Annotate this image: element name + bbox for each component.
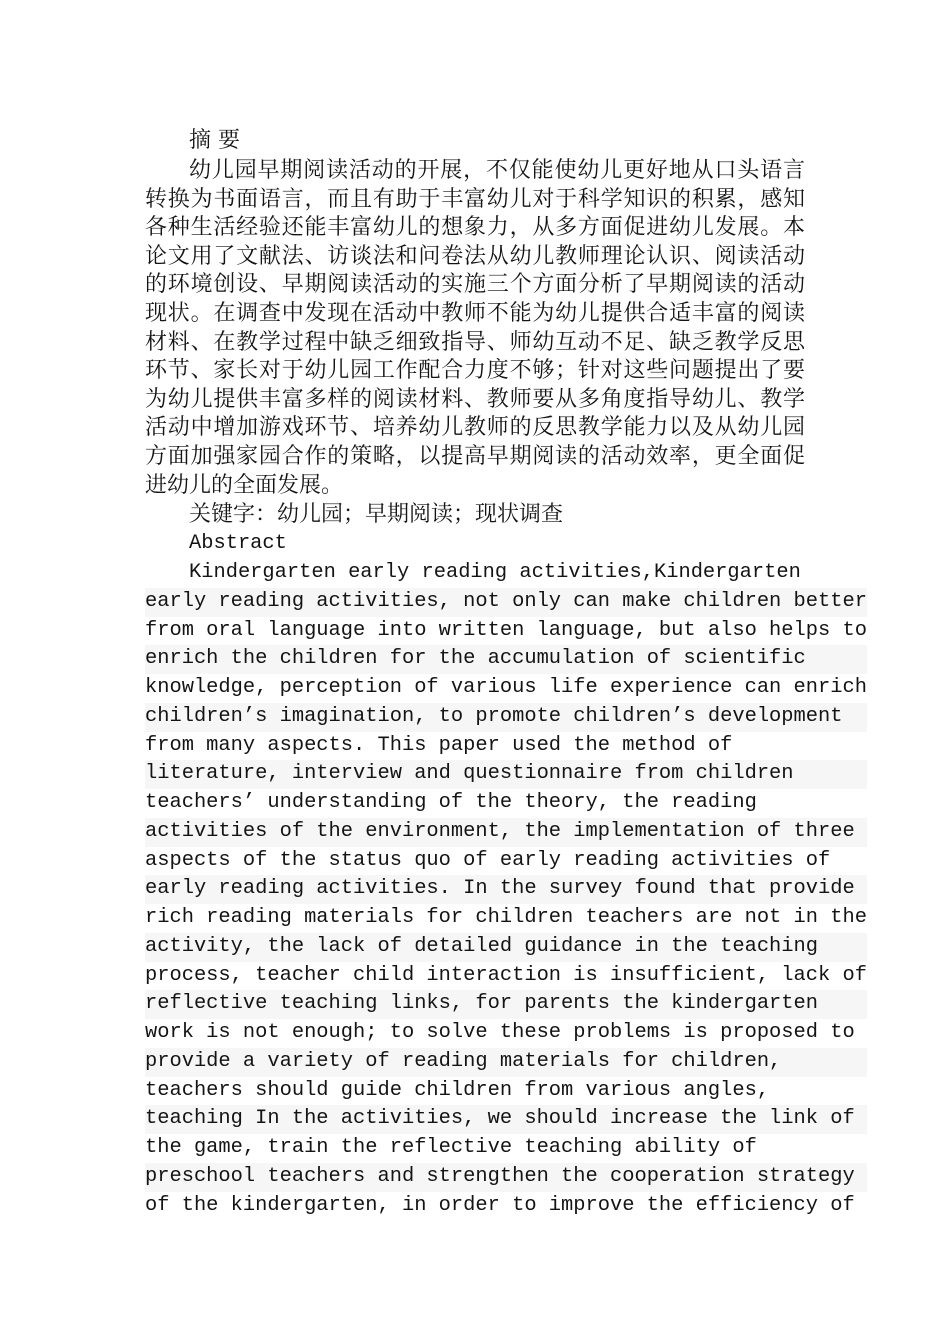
abstract-cn-line: 现状。在调查中发现在活动中教师不能为幼儿提供合适丰富的阅读 <box>145 300 805 326</box>
abstract-en-line: activities of the environment, the implementation of three <box>145 818 867 847</box>
abstract-en-line: preschool teachers and strengthen the cooperation strategy <box>145 1163 867 1192</box>
abstract-en-line: teaching In the activities, we should increase the link of <box>145 1105 867 1134</box>
abstract-en-line: of the kindergarten, in order to improve the efficiency of <box>145 1193 855 1217</box>
abstract-en-line: from many aspects. This paper used the method of <box>145 733 733 757</box>
abstract-cn-line: 活动中增加游戏环节、培养幼儿教师的反思教学能力以及从幼儿园 <box>145 415 805 441</box>
abstract-en-line: reflective teaching links, for parents the kindergarten <box>145 990 867 1019</box>
abstract-cn-line: 方面加强家园合作的策略，以提高早期阅读的活动效率，更全面促 <box>145 443 805 469</box>
abstract-en-line: early reading activities, not only can make children better <box>145 588 867 617</box>
abstract-en-line: the game, train the reflective teaching ability of <box>145 1136 757 1159</box>
abstract-cn-line: 转换为书面语言，而且有助于丰富幼儿对于科学知识的积累，感知 <box>145 186 805 212</box>
abstract-cn-line: 幼儿园早期阅读活动的开展，不仅能使幼儿更好地从口头语言 <box>189 158 805 183</box>
abstract-cn-line: 论文用了文献法、访谈法和问卷法从幼儿教师理论认识、阅读活动 <box>145 243 805 269</box>
abstract-cn-line: 环节、家长对于幼儿园工作配合力度不够；针对这些问题提出了要 <box>145 358 805 384</box>
abstract-en-line: children’s imagination, to promote children’s development <box>145 703 867 732</box>
abstract-en-line: early reading activities. In the survey found that provide <box>145 875 867 904</box>
abstract-cn-line: 进幼儿的全面发展。 <box>145 472 344 498</box>
abstract-en-line: knowledge, perception of various life experience can enrich <box>145 676 867 699</box>
abstract-cn-heading: 摘 要 <box>189 128 240 153</box>
abstract-en-line: work is not enough; to solve these problems is proposed to <box>145 1021 855 1044</box>
abstract-cn-line: 各种生活经验还能丰富幼儿的想象力，从多方面促进幼儿发展。本 <box>145 215 805 241</box>
abstract-en-body <box>145 559 867 1220</box>
abstract-en-line: literature, interview and questionnaire from children <box>145 760 867 789</box>
abstract-en-line: activity, the lack of detailed guidance in the teaching <box>145 933 867 962</box>
abstract-en-line: teachers should guide children from various angles, <box>145 1078 770 1102</box>
abstract-en-heading: Abstract <box>189 532 287 555</box>
abstract-en-line: aspects of the status quo of early reading activities of <box>145 848 831 872</box>
abstract-en-line: Kindergarten early reading activities,Kindergarten <box>189 561 801 584</box>
abstract-cn-line: 材料、在教学过程中缺乏细致指导、师幼互动不足、缺乏教学反思 <box>145 329 805 355</box>
keywords-cn: 关键字：幼儿园；早期阅读；现状调查 <box>189 502 564 527</box>
abstract-en-line: rich reading materials for children teachers are not in the <box>145 906 867 929</box>
abstract-en-line: provide a variety of reading materials for children, <box>145 1048 867 1077</box>
abstract-en-line: process, teacher child interaction is insufficient, lack of <box>145 963 867 987</box>
abstract-en-line: enrich the children for the accumulation of scientific <box>145 645 867 674</box>
abstract-en-line: from oral language into written language, but also helps to <box>145 618 867 642</box>
abstract-cn-line: 为幼儿提供丰富多样的阅读材料、教师要从多角度指导幼儿、教学 <box>145 386 805 412</box>
abstract-en-line: teachers’ understanding of the theory, the reading <box>145 791 757 814</box>
abstract-cn-body <box>145 157 805 500</box>
abstract-cn-line: 的环境创设、早期阅读活动的实施三个方面分析了早期阅读的活动 <box>145 272 805 298</box>
